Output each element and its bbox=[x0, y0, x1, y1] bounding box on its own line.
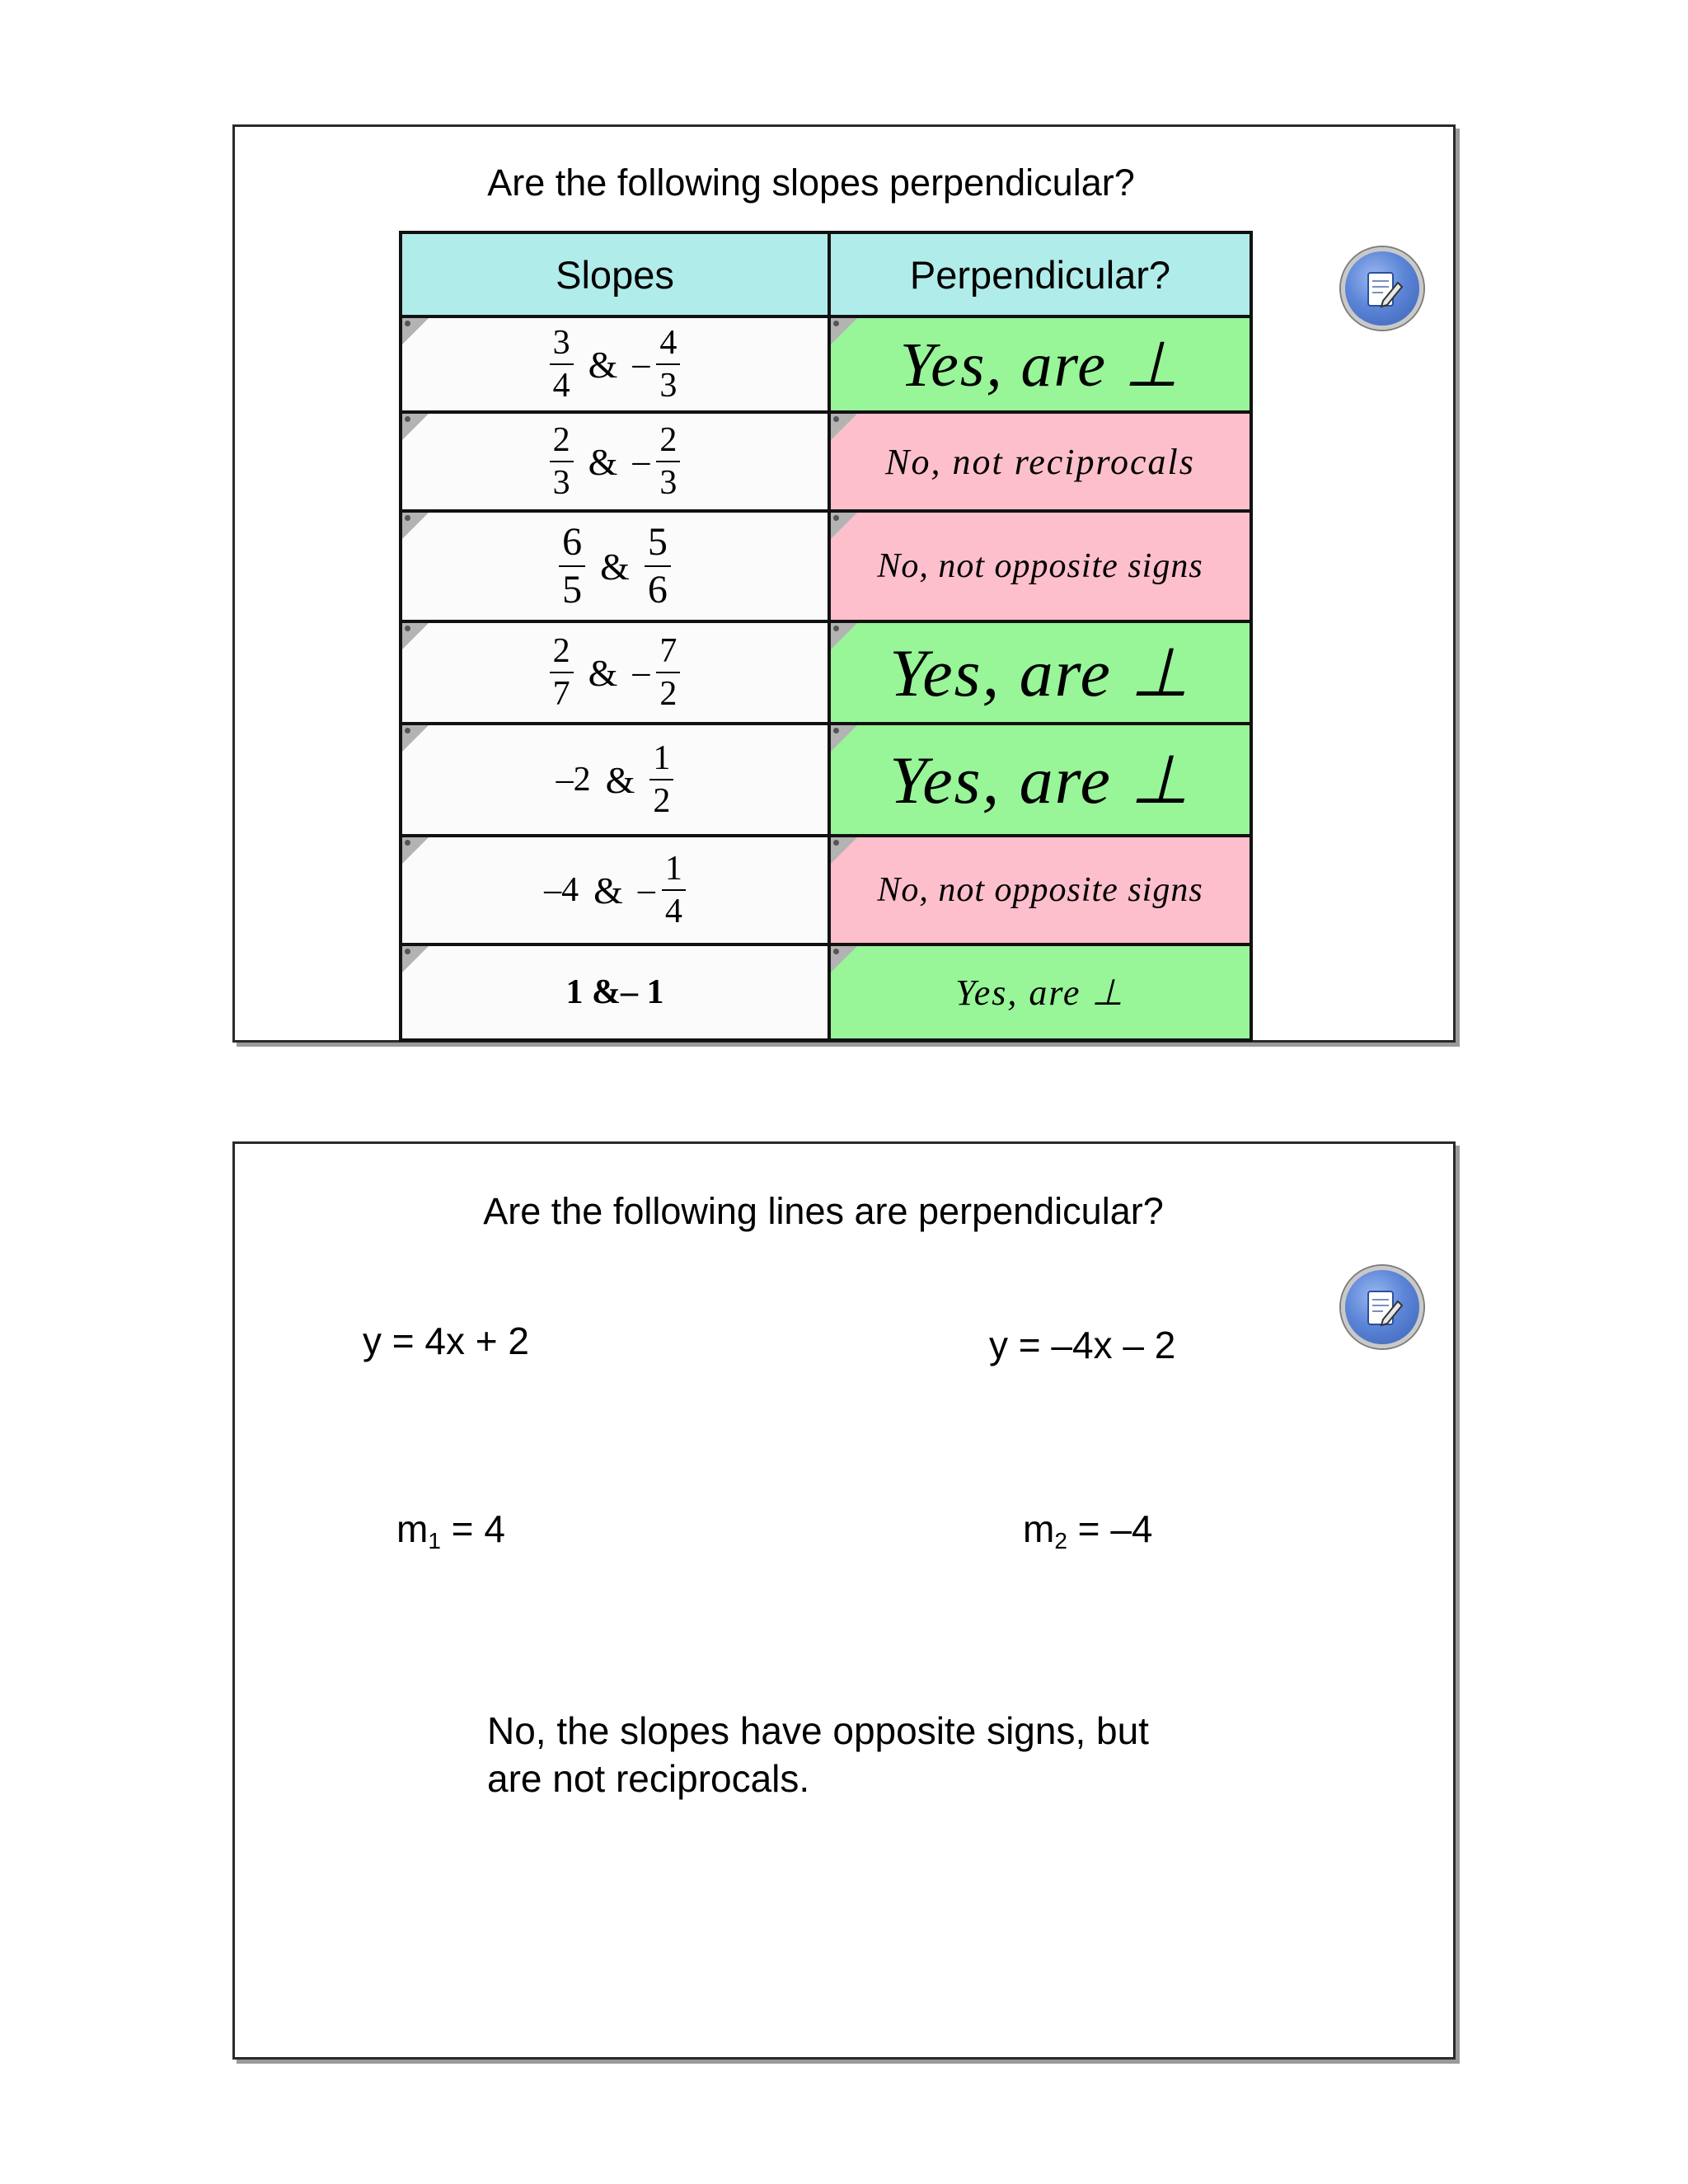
answer-text: No, not opposite signs bbox=[877, 871, 1203, 909]
reveal-tab-icon[interactable] bbox=[402, 946, 429, 972]
slide-lines-question bbox=[232, 1141, 1456, 2060]
subscript: 1 bbox=[428, 1528, 441, 1554]
fraction: $\frac{2}{7}$ bbox=[550, 634, 574, 711]
slope-pair-cell[interactable] bbox=[401, 511, 829, 621]
fraction: $\frac{1}{4}$ bbox=[662, 851, 686, 929]
slope-pair-cell[interactable] bbox=[401, 316, 829, 412]
answer-text: Yes, are ⊥ bbox=[899, 330, 1181, 400]
slope-m1 bbox=[396, 1507, 505, 1554]
slope-pair-cell[interactable] bbox=[401, 621, 829, 724]
reveal-tab-icon[interactable] bbox=[831, 414, 857, 440]
ampersand: & bbox=[588, 343, 618, 386]
slope-pair bbox=[544, 851, 686, 929]
notes-button[interactable] bbox=[1341, 247, 1423, 330]
slope-pair-cell[interactable] bbox=[401, 412, 829, 511]
slide-title: Are the following lines are perpendicular? bbox=[483, 1190, 1164, 1232]
table-row bbox=[401, 316, 1251, 412]
slope-value: = –4 bbox=[1067, 1507, 1153, 1550]
slope-m2 bbox=[1023, 1507, 1153, 1554]
table-row bbox=[401, 944, 1251, 1040]
fraction: $\frac{6}{5}$ bbox=[559, 523, 585, 610]
ampersand: & bbox=[600, 545, 630, 588]
reveal-tab-icon[interactable] bbox=[831, 837, 857, 864]
slide-slopes-table bbox=[232, 124, 1456, 1043]
slope-pair-cell[interactable] bbox=[401, 944, 829, 1040]
slope-pair: 1 &– 1 bbox=[565, 973, 664, 1011]
table-row bbox=[401, 511, 1251, 621]
answer-text: Yes, are ⊥ bbox=[955, 972, 1125, 1013]
conclusion-line: are not reciprocals. bbox=[487, 1757, 810, 1800]
answer-cell[interactable] bbox=[829, 724, 1251, 836]
notes-button[interactable] bbox=[1341, 1266, 1423, 1348]
slope-pair-cell[interactable] bbox=[401, 724, 829, 836]
table-row bbox=[401, 724, 1251, 836]
slope-pair bbox=[550, 423, 681, 500]
table-header-row bbox=[401, 232, 1251, 316]
header-perpendicular: Perpendicular? bbox=[829, 232, 1251, 316]
minus-sign: – bbox=[632, 443, 650, 480]
slope-value: = 4 bbox=[440, 1507, 505, 1550]
equation-2: y = –4x – 2 bbox=[989, 1324, 1176, 1366]
answer-cell[interactable] bbox=[829, 412, 1251, 511]
whole-number: –2 bbox=[556, 761, 591, 799]
table-row bbox=[401, 621, 1251, 724]
ampersand: & bbox=[588, 651, 618, 694]
reveal-tab-icon[interactable] bbox=[831, 946, 857, 972]
slope-symbol: m bbox=[1023, 1507, 1055, 1550]
fraction: $\frac{3}{4}$ bbox=[550, 326, 574, 403]
notes-pencil-icon bbox=[1358, 1283, 1408, 1333]
slope-pair bbox=[556, 741, 674, 818]
answer-text: No, not reciprocals bbox=[885, 441, 1195, 482]
whole-number: –4 bbox=[544, 871, 579, 909]
answer-text: Yes, are ⊥ bbox=[889, 742, 1191, 818]
reveal-tab-icon[interactable] bbox=[402, 837, 429, 864]
slopes-table bbox=[399, 231, 1253, 1042]
notes-pencil-icon bbox=[1358, 265, 1408, 314]
minus-sign: – bbox=[637, 871, 655, 909]
answer-cell[interactable] bbox=[829, 944, 1251, 1040]
subscript: 2 bbox=[1054, 1528, 1067, 1554]
minus-sign: – bbox=[632, 654, 650, 691]
header-slopes: Slopes bbox=[401, 232, 829, 316]
answer-cell[interactable] bbox=[829, 316, 1251, 412]
answer-cell[interactable] bbox=[829, 836, 1251, 944]
slide-title: Are the following slopes perpendicular? bbox=[487, 162, 1135, 204]
reveal-tab-icon[interactable] bbox=[402, 513, 429, 539]
answer-cell[interactable] bbox=[829, 511, 1251, 621]
fraction: $\frac{2}{3}$ bbox=[550, 423, 574, 500]
fraction: $\frac{4}{3}$ bbox=[656, 326, 680, 403]
reveal-tab-icon[interactable] bbox=[831, 623, 857, 649]
reveal-tab-icon[interactable] bbox=[402, 623, 429, 649]
reveal-tab-icon[interactable] bbox=[402, 725, 429, 752]
table-row bbox=[401, 836, 1251, 944]
reveal-tab-icon[interactable] bbox=[831, 513, 857, 539]
ampersand: & bbox=[588, 440, 618, 483]
slope-symbol: m bbox=[396, 1507, 429, 1550]
slope-pair bbox=[550, 634, 681, 711]
fraction: $\frac{7}{2}$ bbox=[656, 634, 680, 711]
slope-pair bbox=[559, 520, 671, 612]
answer-text: No, not opposite signs bbox=[877, 547, 1203, 585]
answer-text: Yes, are ⊥ bbox=[889, 635, 1191, 710]
fraction: $\frac{5}{6}$ bbox=[645, 523, 671, 610]
minus-sign: – bbox=[632, 345, 650, 383]
ampersand: & bbox=[605, 758, 635, 801]
fraction: $\frac{1}{2}$ bbox=[649, 741, 673, 818]
slope-pair-cell[interactable] bbox=[401, 836, 829, 944]
ampersand: & bbox=[593, 869, 623, 912]
conclusion-text bbox=[487, 1707, 1149, 1802]
reveal-tab-icon[interactable] bbox=[402, 414, 429, 440]
reveal-tab-icon[interactable] bbox=[831, 725, 857, 752]
table-row bbox=[401, 412, 1251, 511]
fraction: $\frac{2}{3}$ bbox=[656, 423, 680, 500]
conclusion-line: No, the slopes have opposite signs, but bbox=[487, 1709, 1149, 1752]
reveal-tab-icon[interactable] bbox=[831, 318, 857, 344]
answer-cell[interactable] bbox=[829, 621, 1251, 724]
slope-pair bbox=[550, 326, 681, 403]
reveal-tab-icon[interactable] bbox=[402, 318, 429, 344]
equation-1: y = 4x + 2 bbox=[363, 1319, 530, 1362]
